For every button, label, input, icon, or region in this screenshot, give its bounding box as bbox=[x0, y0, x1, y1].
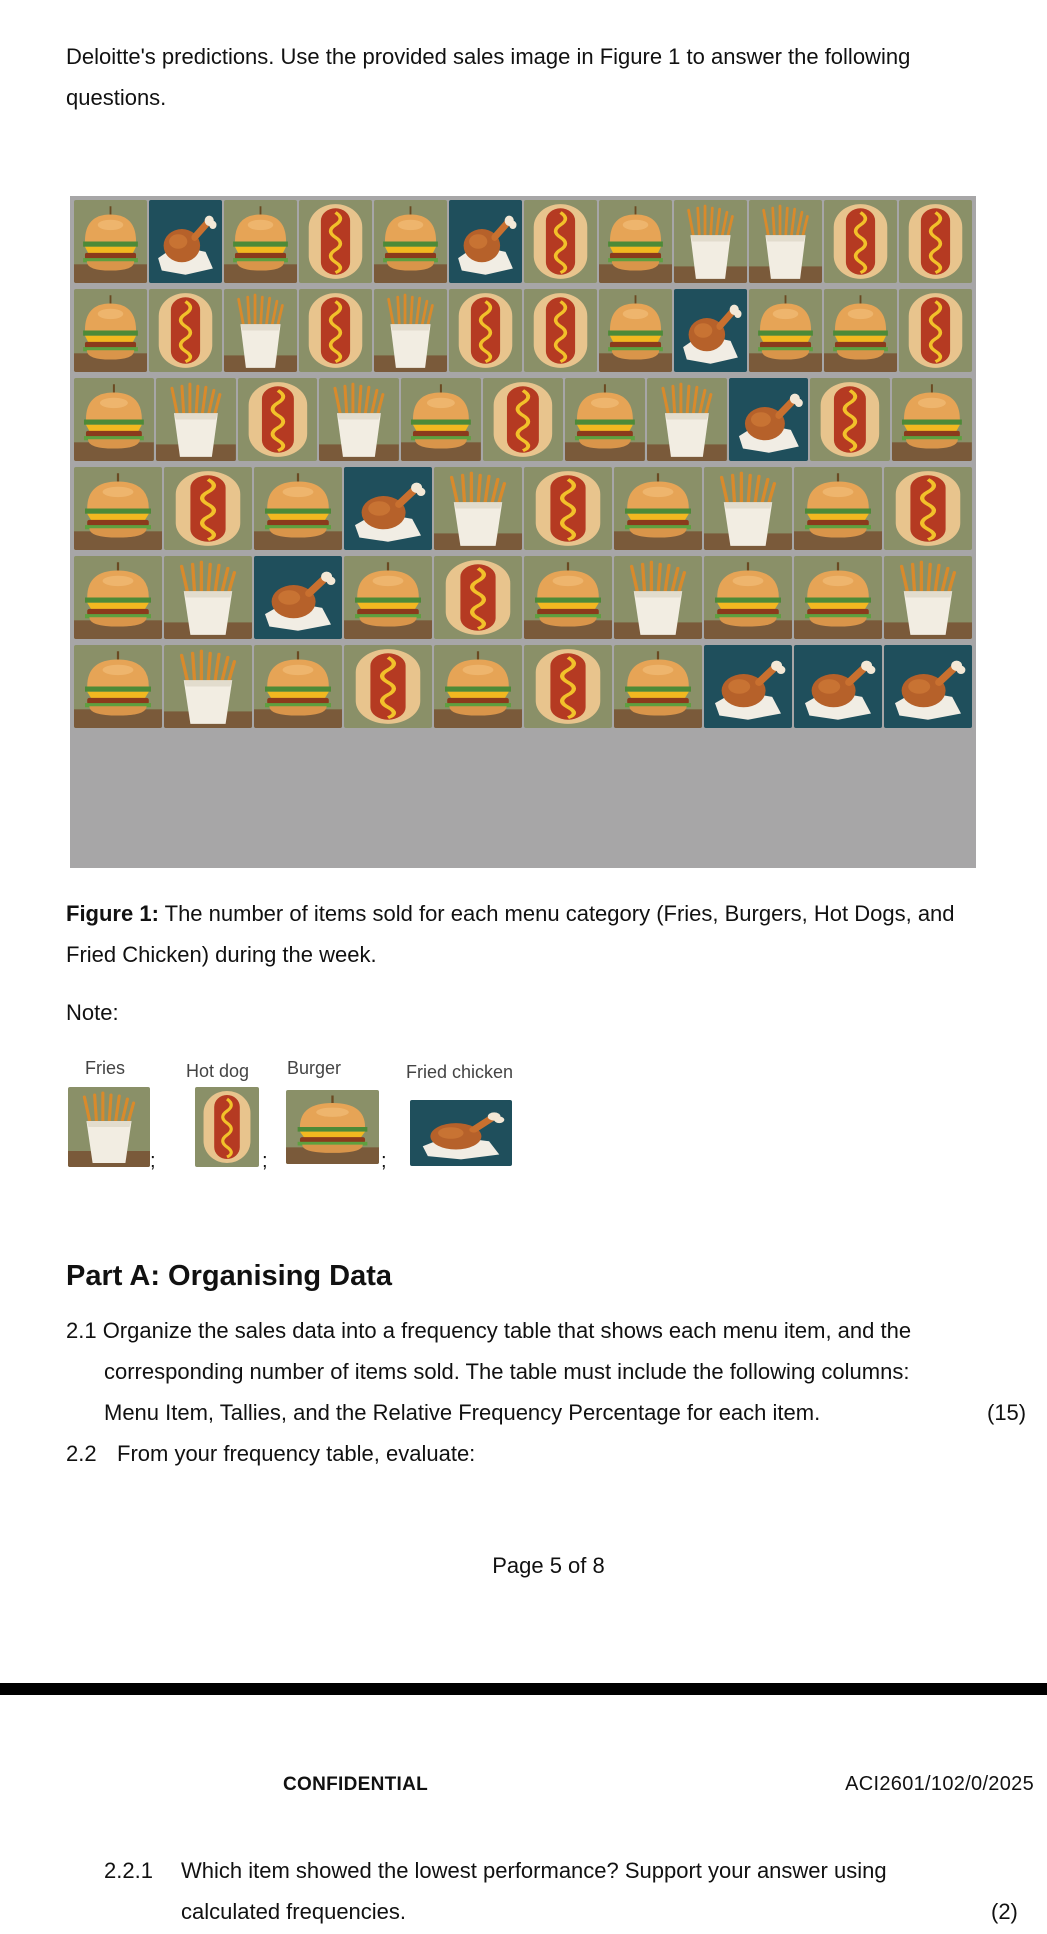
sales-figure-image bbox=[70, 196, 976, 868]
chicken-icon bbox=[449, 200, 522, 283]
question-2-2-1-number: 2.2.1 bbox=[104, 1858, 153, 1883]
figure-caption-line-1 bbox=[66, 893, 1034, 934]
burger-icon bbox=[599, 200, 672, 283]
burger-icon bbox=[794, 556, 882, 639]
confidential-label: CONFIDENTIAL bbox=[283, 1774, 429, 1795]
chicken-icon bbox=[149, 200, 222, 283]
legend-label-fries: Fries bbox=[85, 1058, 125, 1078]
hotdog-icon bbox=[899, 289, 972, 372]
legend-separator: ; bbox=[150, 1150, 156, 1172]
figure-caption-text: The number of items sold for each menu category (Fries, Burgers, Hot Dogs, and bbox=[164, 901, 955, 926]
fries-icon bbox=[224, 289, 297, 372]
question-2-1-line-3: Menu Item, Tallies, and the Relative Frequency Percentage for each item. bbox=[104, 1400, 821, 1425]
fries-icon bbox=[884, 556, 972, 639]
burger-icon bbox=[614, 645, 702, 728]
figure-caption-line-2: Fried Chicken) during the week. bbox=[66, 942, 377, 967]
page-number: Page 5 of 8 bbox=[492, 1553, 605, 1578]
fries-icon bbox=[374, 289, 447, 372]
burger-icon bbox=[74, 378, 154, 461]
question-2-2-text: From your frequency table, evaluate: bbox=[117, 1441, 476, 1466]
hotdog-icon bbox=[824, 200, 897, 283]
fries-icon bbox=[434, 467, 522, 550]
hotdog-icon bbox=[899, 200, 972, 283]
legend-separator: ; bbox=[262, 1150, 268, 1172]
hotdog-icon bbox=[449, 289, 522, 372]
figure-row bbox=[74, 289, 972, 372]
burger-icon bbox=[74, 289, 147, 372]
fries-icon bbox=[674, 200, 747, 283]
figure-row bbox=[74, 200, 972, 283]
question-2-2-1-marks: (2) bbox=[991, 1899, 1018, 1924]
legend-label-fried-chicken: Fried chicken bbox=[406, 1062, 514, 1082]
burger-icon bbox=[74, 467, 162, 550]
question-2-2-1-line-1: Which item showed the lowest performance? Support your answer using bbox=[181, 1858, 887, 1883]
fries-icon bbox=[319, 378, 399, 461]
chicken-icon bbox=[729, 378, 809, 461]
fries-icon bbox=[749, 200, 822, 283]
fries-icon bbox=[68, 1087, 150, 1167]
burger-icon bbox=[344, 556, 432, 639]
hotdog-icon bbox=[344, 645, 432, 728]
hotdog-icon bbox=[434, 556, 522, 639]
hotdog-icon bbox=[238, 378, 318, 461]
figure-row bbox=[74, 645, 972, 728]
hotdog-icon bbox=[195, 1087, 259, 1167]
hotdog-icon bbox=[810, 378, 890, 461]
document-code: ACI2601/102/0/2025 bbox=[845, 1773, 1034, 1795]
fries-icon bbox=[164, 645, 252, 728]
burger-icon bbox=[74, 645, 162, 728]
question-2-2-number: 2.2 bbox=[66, 1441, 97, 1466]
fries-icon bbox=[647, 378, 727, 461]
note-label: Note: bbox=[66, 1000, 119, 1025]
chicken-icon bbox=[674, 289, 747, 372]
burger-icon bbox=[524, 556, 612, 639]
figure-row bbox=[74, 467, 972, 550]
figure-caption-label: Figure 1: bbox=[66, 901, 159, 926]
question-2-1-line-2: corresponding number of items sold. The table must include the following columns: bbox=[104, 1359, 910, 1384]
chicken-icon bbox=[704, 645, 792, 728]
legend-label-hotdog: Hot dog bbox=[186, 1061, 250, 1081]
burger-icon bbox=[374, 200, 447, 283]
burger-icon bbox=[254, 467, 342, 550]
intro-line-2: questions. bbox=[66, 85, 167, 110]
question-2-1-line-1: 2.1 Organize the sales data into a frequency table that shows each menu item, and the bbox=[66, 1318, 912, 1343]
chicken-icon bbox=[254, 556, 342, 639]
fries-icon bbox=[156, 378, 236, 461]
burger-icon bbox=[74, 556, 162, 639]
burger-icon bbox=[824, 289, 897, 372]
burger-icon bbox=[599, 289, 672, 372]
hotdog-icon bbox=[524, 467, 612, 550]
burger-icon bbox=[401, 378, 481, 461]
intro-line-1: Deloitte's predictions. Use the provided sales image in Figure 1 to answer the following bbox=[66, 44, 911, 69]
hotdog-icon bbox=[524, 645, 612, 728]
hotdog-icon bbox=[149, 289, 222, 372]
fries-icon bbox=[164, 556, 252, 639]
hotdog-icon bbox=[299, 200, 372, 283]
chicken-icon bbox=[794, 645, 882, 728]
part-a-heading: Part A: Organising Data bbox=[66, 1260, 393, 1292]
burger-icon bbox=[704, 556, 792, 639]
burger-icon bbox=[224, 200, 297, 283]
burger-icon bbox=[565, 378, 645, 461]
burger-icon bbox=[74, 200, 147, 283]
legend-separator: ; bbox=[381, 1150, 387, 1172]
hotdog-icon bbox=[164, 467, 252, 550]
fries-icon bbox=[704, 467, 792, 550]
burger-icon bbox=[254, 645, 342, 728]
burger-icon bbox=[892, 378, 972, 461]
hotdog-icon bbox=[299, 289, 372, 372]
hotdog-icon bbox=[524, 289, 597, 372]
hotdog-icon bbox=[483, 378, 563, 461]
question-2-1-marks: (15) bbox=[987, 1400, 1027, 1425]
figure-row bbox=[74, 378, 972, 461]
burger-icon bbox=[286, 1090, 379, 1164]
fries-icon bbox=[614, 556, 702, 639]
burger-icon bbox=[614, 467, 702, 550]
figure-row bbox=[74, 556, 972, 639]
question-2-2-1-line-2: calculated frequencies. bbox=[181, 1899, 407, 1924]
page-divider bbox=[0, 1683, 1047, 1695]
hotdog-icon bbox=[524, 200, 597, 283]
burger-icon bbox=[794, 467, 882, 550]
chicken-icon bbox=[344, 467, 432, 550]
burger-icon bbox=[434, 645, 522, 728]
hotdog-icon bbox=[884, 467, 972, 550]
fried-chicken-icon bbox=[410, 1100, 512, 1166]
legend-label-burger: Burger bbox=[287, 1058, 342, 1078]
chicken-icon bbox=[884, 645, 972, 728]
burger-icon bbox=[749, 289, 822, 372]
